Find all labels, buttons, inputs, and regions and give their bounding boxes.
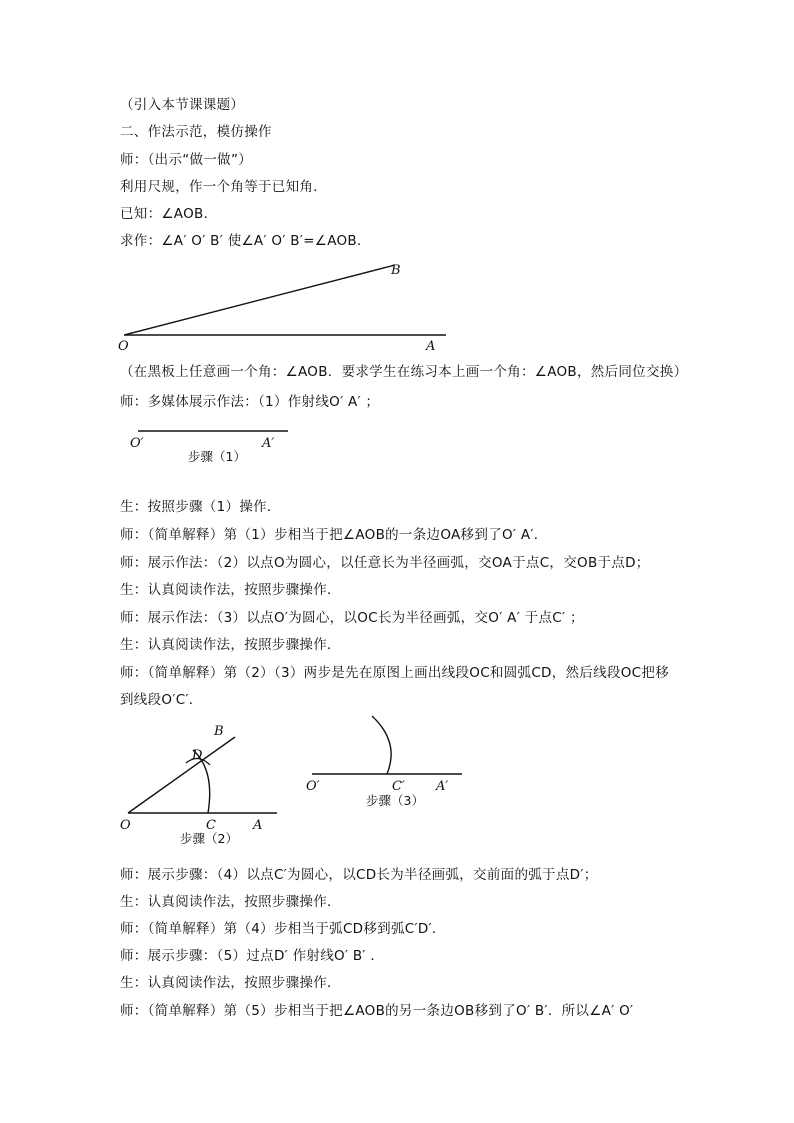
label-b: B [214,724,224,739]
figure-step2 [110,715,290,850]
ray-ob [124,265,395,335]
figure-step3 [300,710,470,815]
label-c-prime: C′ [392,779,405,794]
text-line-student-read3: 生：认真阅读作法，按照步骤操作． [120,894,341,910]
text-line-step4-demo: 师：展示步骤：（4）以点C′为圆心，以CD长为半径画弧，交前面的弧于点D′； [120,867,598,883]
label-o-prime: O′ [130,436,144,451]
text-line-given: 已知：∠AOB． [120,206,218,222]
text-line-student-read2: 生：认真阅读作法，按照步骤操作． [120,637,341,653]
text-line-explain-steps23-cont: 到线段O′C′． [120,692,203,708]
text-line-intro: （引入本节课课题） [120,97,245,113]
label-o: O [118,339,129,354]
figure-step1 [120,420,310,470]
label-o-prime: O′ [306,779,320,794]
arc-c-prime [372,716,391,774]
label-c: C [206,818,216,833]
text-line-student-read1: 生：认真阅读作法，按照步骤操作． [120,582,341,598]
text-line-explain-step1: 师：（简单解释）第（1）步相当于把∠AOB的一条边OA移到了O′ A′． [120,527,548,543]
label-a-prime: A′ [436,779,449,794]
text-line-step3-demo: 师：展示作法：（3）以点O′为圆心，以OC长为半径画弧，交O′ A′ 于点C′ ； [120,610,584,626]
text-line-teacher-show: 师：（出示“做一做”） [120,152,253,168]
label-a-prime: A′ [262,436,275,451]
label-b: B [391,263,401,278]
figure-angle-aob [110,255,470,355]
text-line-step5-demo: 师：展示步骤：（5）过点D′ 作射线O′ B′ ． [120,948,385,964]
caption-step2: 步骤（2） [180,831,238,846]
text-line-explain-step4: 师：（简单解释）第（4）步相当于弧CD移到弧C′D′． [120,921,446,937]
text-line-student-step1: 生：按照步骤（1）操作． [120,499,281,515]
label-o: O [120,818,131,833]
label-a: A [253,818,263,833]
label-a: A [426,339,436,354]
text-line-required: 求作：∠A′ O′ B′ 使∠A′ O′ B′=∠AOB． [120,233,371,249]
ray-ob [128,737,235,813]
text-line-step1-demo: 师：多媒体展示作法：（1）作射线O′ A′ ； [120,394,380,410]
text-line-explain-steps23: 师：（简单解释）第（2）（3）两步是先在原图上画出线段OC和圆弧CD，然后线段OC把移 [120,665,670,681]
text-line-task: 利用尺规，作一个角等于已知角． [120,179,327,195]
caption-step3: 步骤（3） [366,793,424,808]
caption-step1: 步骤（1） [188,449,246,464]
label-d: D [192,748,203,763]
text-line-section-heading: 二、作法示范，模仿操作 [120,124,272,140]
text-line-explain-step5: 师：（简单解释）第（5）步相当于把∠AOB的另一条边OB移到了O′ B′．所以∠A′ O′ [120,1003,634,1019]
text-line-blackboard: （在黑板上任意画一个角：∠AOB．要求学生在练习本上画一个角：∠AOB，然后同位交换） [120,364,688,380]
text-line-step2-demo: 师：展示作法：（2）以点O为圆心，以任意长为半径画弧，交OA于点C，交OB于点D； [120,555,650,571]
text-line-student-read4: 生：认真阅读作法，按照步骤操作． [120,975,341,991]
